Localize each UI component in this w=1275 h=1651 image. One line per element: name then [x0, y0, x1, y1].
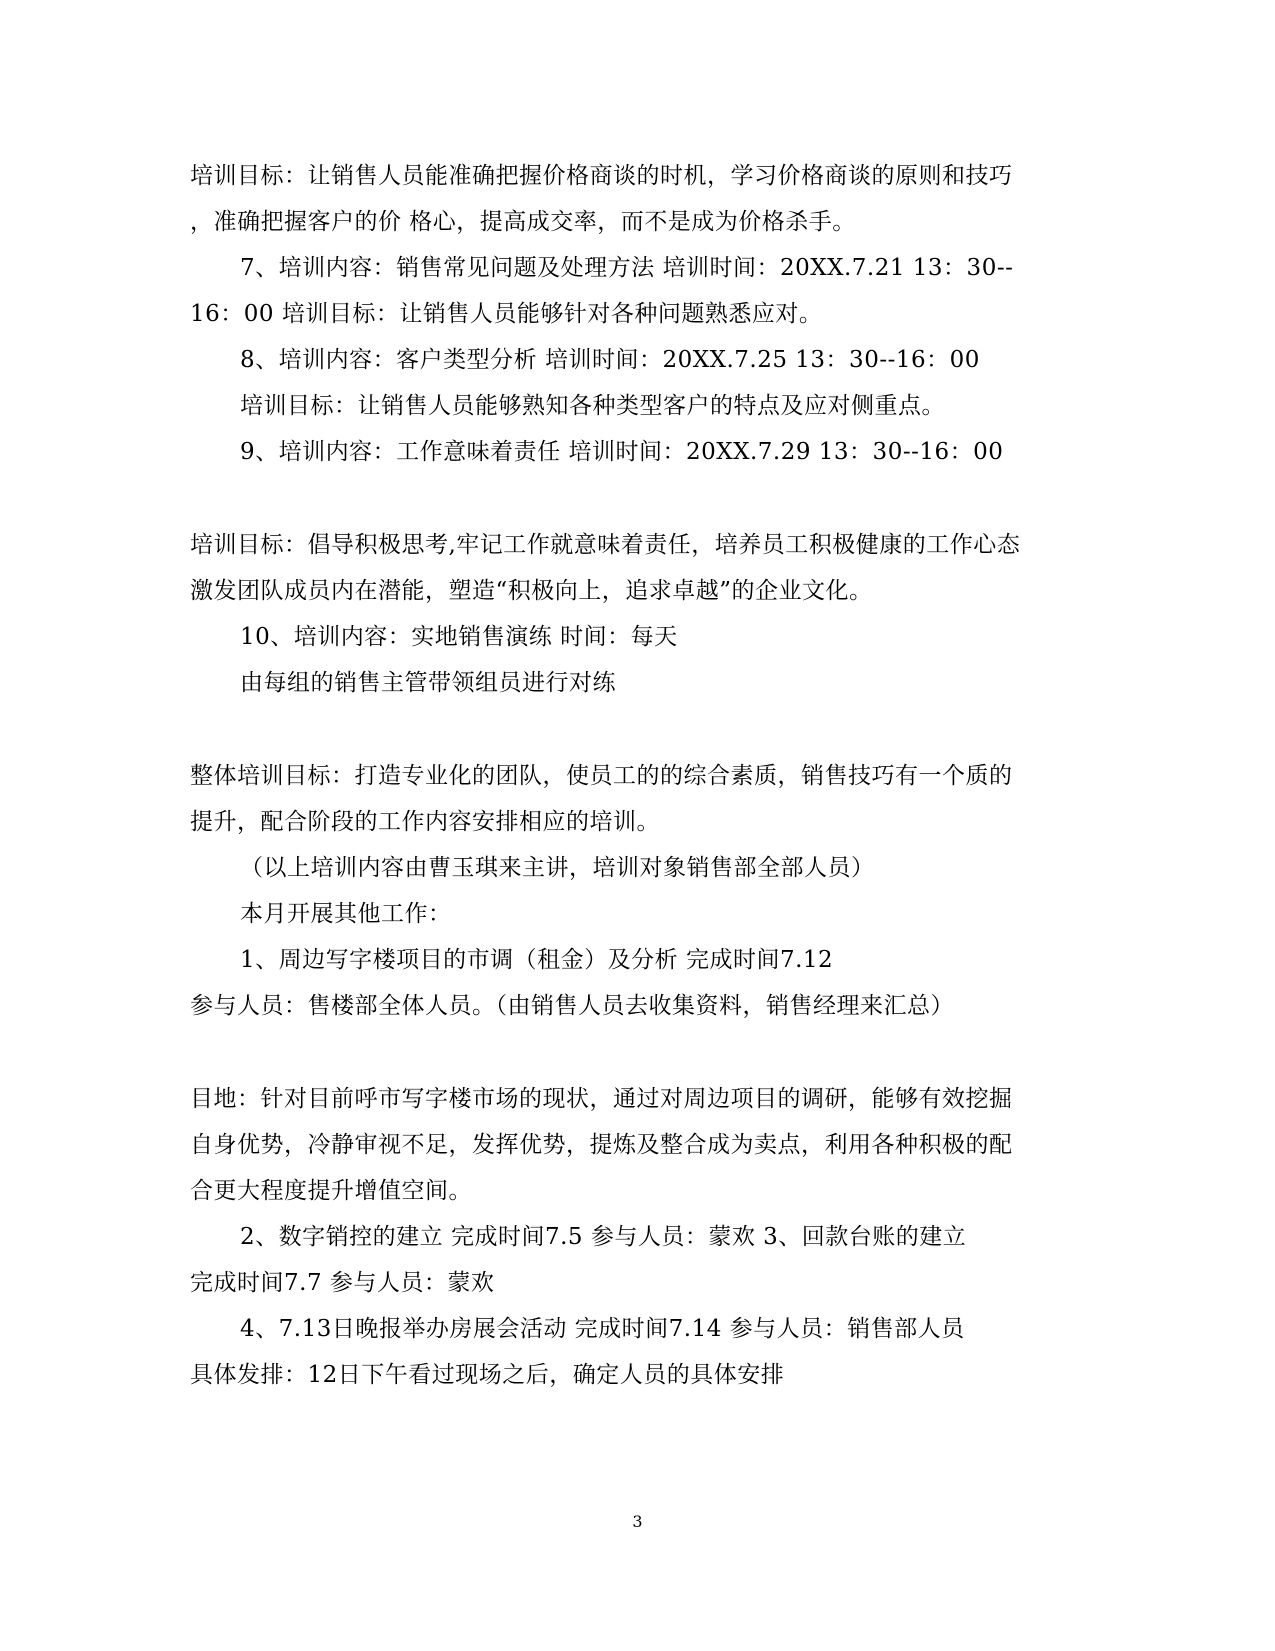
- text-line: 8、培训内容：客户类型分析 培训时间：20XX.7.25 13：30--16：00: [240, 347, 980, 373]
- text-line: 4、7.13日晚报举办房展会活动 完成时间7.14 参与人员：销售部人员: [240, 1316, 965, 1342]
- text-line: 自身优势，冷静审视不足，发挥优势，提炼及整合成为卖点，利用各种积极的配: [190, 1132, 1013, 1158]
- text-line: 1、周边写字楼项目的市调（租金）及分析 完成时间7.12: [240, 947, 834, 973]
- text-line: 10、培训内容：实地销售演练 时间：每天: [240, 624, 678, 650]
- text-line: 由每组的销售主管带领组员进行对练: [240, 670, 616, 696]
- text-line: 2、数字销控的建立 完成时间7.5 参与人员：蒙欢 3、回款台账的建立: [240, 1224, 967, 1250]
- text-line: 7、培训内容：销售常见问题及处理方法 培训时间：20XX.7.21 13：30--: [240, 255, 1014, 281]
- text-line: 本月开展其他工作：: [240, 901, 452, 927]
- text-line: 9、培训内容：工作意味着责任 培训时间：20XX.7.29 13：30--16：00: [240, 439, 1004, 465]
- text-line: 完成时间7.7 参与人员：蒙欢: [190, 1270, 495, 1296]
- text-line: 激发团队成员内在潜能，塑造“积极向上，追求卓越”的企业文化。: [190, 578, 873, 604]
- text-line: 培训目标：让销售人员能准确把握价格商谈的时机，学习价格商谈的原则和技巧: [190, 163, 1013, 189]
- text-line: 培训目标：让销售人员能够熟知各种类型客户的特点及应对侧重点。: [240, 393, 945, 419]
- text-line: 培训目标：倡导积极思考,牢记工作就意味着责任，培养员工积极健康的工作心态: [190, 532, 1021, 558]
- text-line: 参与人员：售楼部全体人员。（由销售人员去收集资料，销售经理来汇总）: [190, 993, 954, 1019]
- text-line: 提升，配合阶段的工作内容安排相应的培训。: [190, 809, 660, 835]
- text-line: （以上培训内容由曹玉琪来主讲，培训对象销售部全部人员）: [240, 855, 875, 881]
- text-line: 目地：针对目前呼市写字楼市场的现状，通过对周边项目的调研，能够有效挖掘: [190, 1086, 1013, 1112]
- text-line: 整体培训目标：打造专业化的团队，使员工的的综合素质，销售技巧有一个质的: [190, 763, 1013, 789]
- text-line: 具体发排：12日下午看过现场之后，确定人员的具体安排: [190, 1362, 785, 1388]
- text-line: 16：00 培训目标：让销售人员能够针对各种问题熟悉应对。: [190, 301, 823, 327]
- text-line: ，准确把握客户的价 格心，提高成交率，而不是成为价格杀手。: [190, 209, 856, 235]
- page-number: 3: [632, 1512, 643, 1531]
- text-line: 合更大程度提升增值空间。: [190, 1178, 472, 1204]
